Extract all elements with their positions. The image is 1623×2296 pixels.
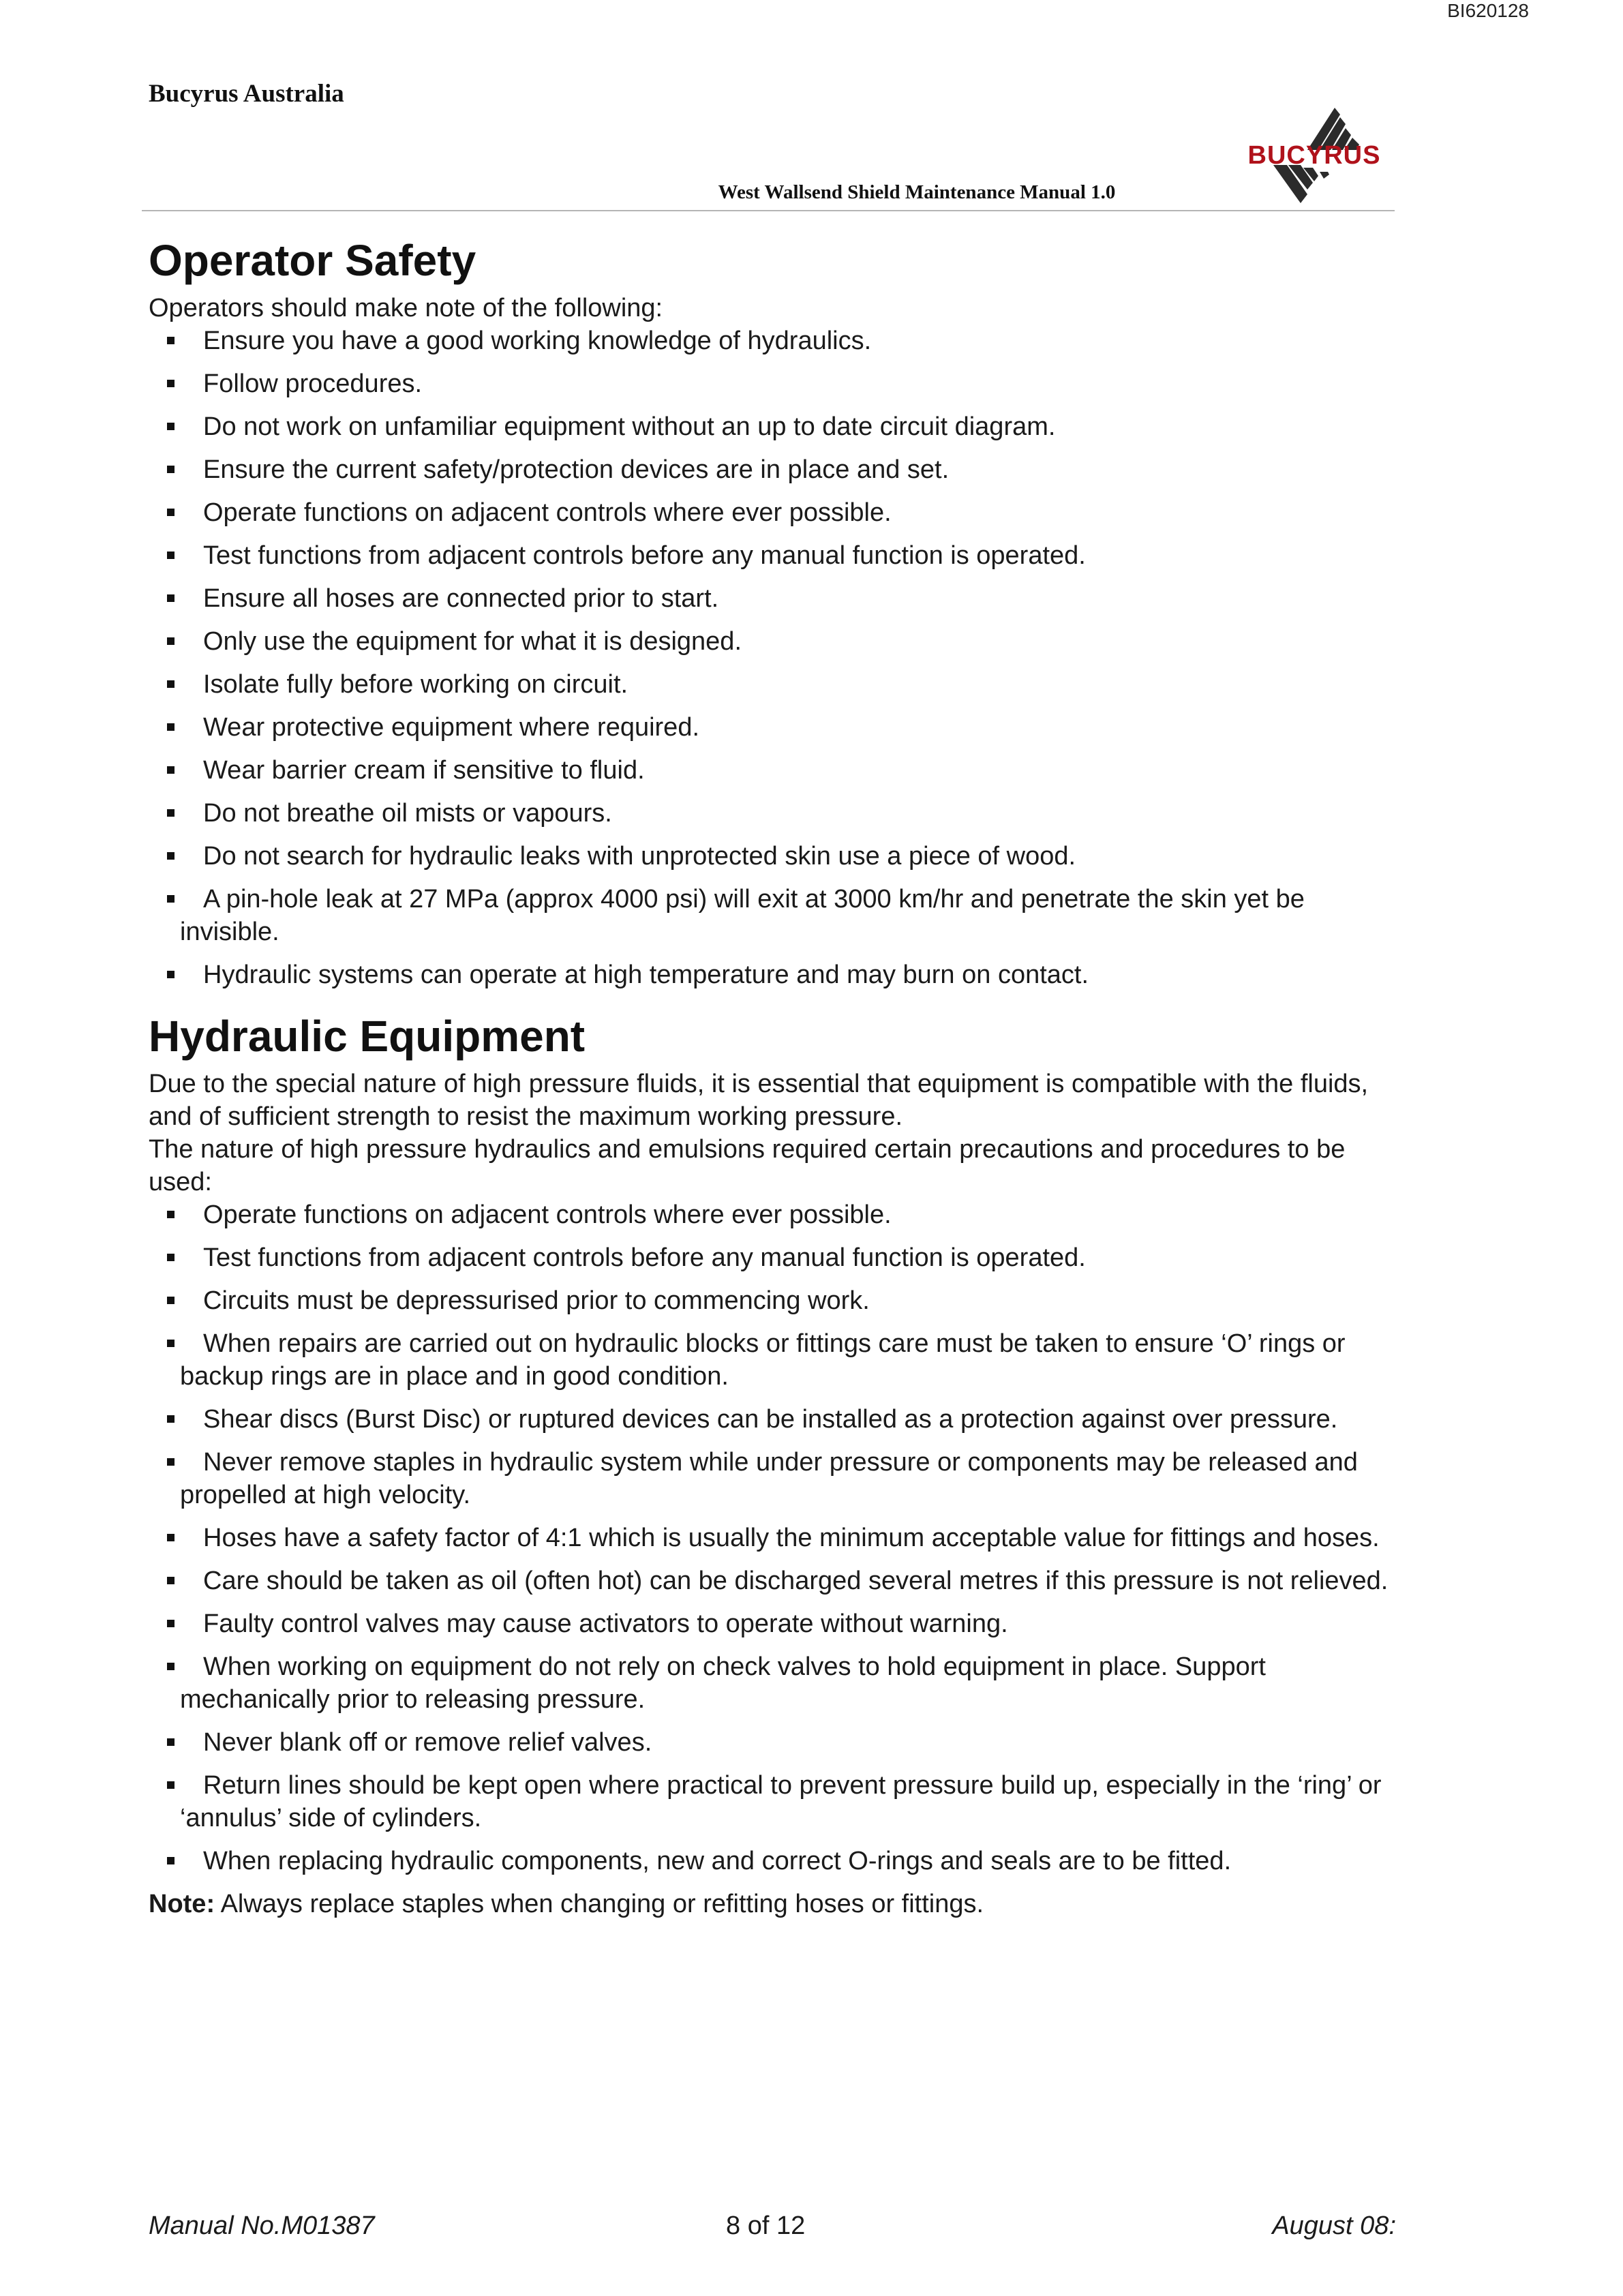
bullet-icon [167,1534,175,1541]
section-intro: Operators should make note of the following: [149,294,663,322]
bullet-icon [167,552,175,559]
list-item: Wear protective equipment where required. [149,711,1396,744]
bullet-icon [167,1781,175,1789]
bullet-icon [167,680,175,688]
bullet-icon [167,1577,175,1584]
list-item: Test functions from adjacent controls before any manual function is operated. [149,539,1396,572]
bullet-icon [167,1857,175,1864]
paragraph: Due to the special nature of high pressure fluids, it is essential that equipment is compatible with the fluids, and of sufficient strength to resist the maximum working pressure. [149,1070,1369,1131]
bullet-icon [167,380,175,387]
bullet-icon [167,1663,175,1670]
bullet-icon [167,509,175,516]
note [149,1888,1396,1920]
bullet-icon [167,1620,175,1627]
bullet-icon [167,466,175,473]
bullet-icon [167,809,175,817]
page-number: 8 of 12 [726,2211,806,2240]
list-item: Never blank off or remove relief valves. [149,1726,1396,1759]
list-item: Ensure the current safety/protection devices are in place and set. [149,453,1396,486]
bullet-icon [167,1738,175,1746]
bullet-icon [167,723,175,731]
svg-text:BUCYRUS: BUCYRUS [1247,141,1381,170]
bullet-icon [167,337,175,344]
list-item: Test functions from adjacent controls before any manual function is operated. [149,1241,1396,1274]
bullet-icon [167,423,175,430]
list-item: Circuits must be depressurised prior to commencing work. [149,1284,1396,1317]
list-item: Only use the equipment for what it is designed. [149,625,1396,658]
list-item: Never remove staples in hydraulic system while under pressure or components may be released and propelled at high velocity. [149,1446,1396,1511]
bullet-icon [167,1254,175,1261]
manual-number: Manual No.M01387 [149,2211,375,2240]
bullet-icon [167,852,175,860]
running-title [0,181,1534,204]
note-text: Always replace staples when changing or refitting hoses or fittings. [215,1890,984,1918]
bullet-icon [167,971,175,978]
list-item: Ensure you have a good working knowledge of hydraulics. [149,324,1396,357]
list-item: Wear barrier cream if sensitive to fluid. [149,754,1396,787]
bullet-icon [167,1211,175,1218]
list-item: Faulty control valves may cause activators to operate without warning. [149,1607,1396,1640]
section-heading-hydraulic-equipment: Hydraulic Equipment [149,1012,586,1061]
page-footer [149,2211,1396,2246]
list-item: Shear discs (Burst Disc) or ruptured devices can be installed as a protection against over pressure. [149,1403,1396,1436]
page-content [149,229,1396,1920]
list-item: Care should be taken as oil (often hot) can be discharged several metres if this pressure is not relieved. [149,1565,1396,1597]
list-item: Return lines should be kept open where practical to prevent pressure build up, especially in the ‘ring’ or ‘annulus’ side of cylinders. [149,1769,1396,1834]
running-title-text: West Wallsend Shield Maintenance Manual 1.0 [718,181,1116,203]
list-item: Hoses have a safety factor of 4:1 which is usually the minimum acceptable value for fittings and hoses. [149,1522,1396,1554]
paragraph: The nature of high pressure hydraulics and emulsions required certain precautions and procedures to be used: [149,1135,1346,1196]
list-item: Do not work on unfamiliar equipment without an up to date circuit diagram. [149,410,1396,443]
bullet-icon [167,637,175,645]
bullet-icon [167,1297,175,1304]
bullet-icon [167,766,175,774]
footer-date: August 08: [1272,2211,1396,2240]
list-item: When working on equipment do not rely on check valves to hold equipment in place. Support mechanically prior to releasing pressure. [149,1650,1396,1716]
list-item: When replacing hydraulic components, new and correct O-rings and seals are to be fitted. [149,1845,1396,1877]
list-item: Do not search for hydraulic leaks with unprotected skin use a piece of wood. [149,840,1396,873]
document-id: BI620128 [1447,0,1529,21]
list-item: Hydraulic systems can operate at high temperature and may burn on contact. [149,958,1396,991]
bullet-icon [167,1458,175,1466]
operator-safety-list [149,324,1396,991]
bullet-icon [167,594,175,602]
hydraulic-equipment-list [149,1198,1396,1877]
list-item: Isolate fully before working on circuit. [149,668,1396,701]
header-divider [142,210,1395,211]
section-heading-operator-safety: Operator Safety [149,236,476,285]
list-item: A pin-hole leak at 27 MPa (approx 4000 psi) will exit at 3000 km/hr and penetrate the skin yet be invisible. [149,883,1396,948]
list-item: Follow procedures. [149,367,1396,400]
list-item: Operate functions on adjacent controls where ever possible. [149,1198,1396,1231]
bullet-icon [167,1340,175,1347]
list-item: Operate functions on adjacent controls where ever possible. [149,496,1396,529]
bullet-icon [167,1415,175,1423]
bullet-icon [167,895,175,903]
company-name: Bucyrus Australia [149,80,344,108]
list-item: When repairs are carried out on hydraulic blocks or fittings care must be taken to ensure ‘O’ rings or backup rings are in place and in good condition. [149,1327,1396,1393]
list-item: Ensure all hoses are connected prior to start. [149,582,1396,615]
note-label: Note: [149,1890,215,1918]
list-item: Do not breathe oil mists or vapours. [149,797,1396,830]
